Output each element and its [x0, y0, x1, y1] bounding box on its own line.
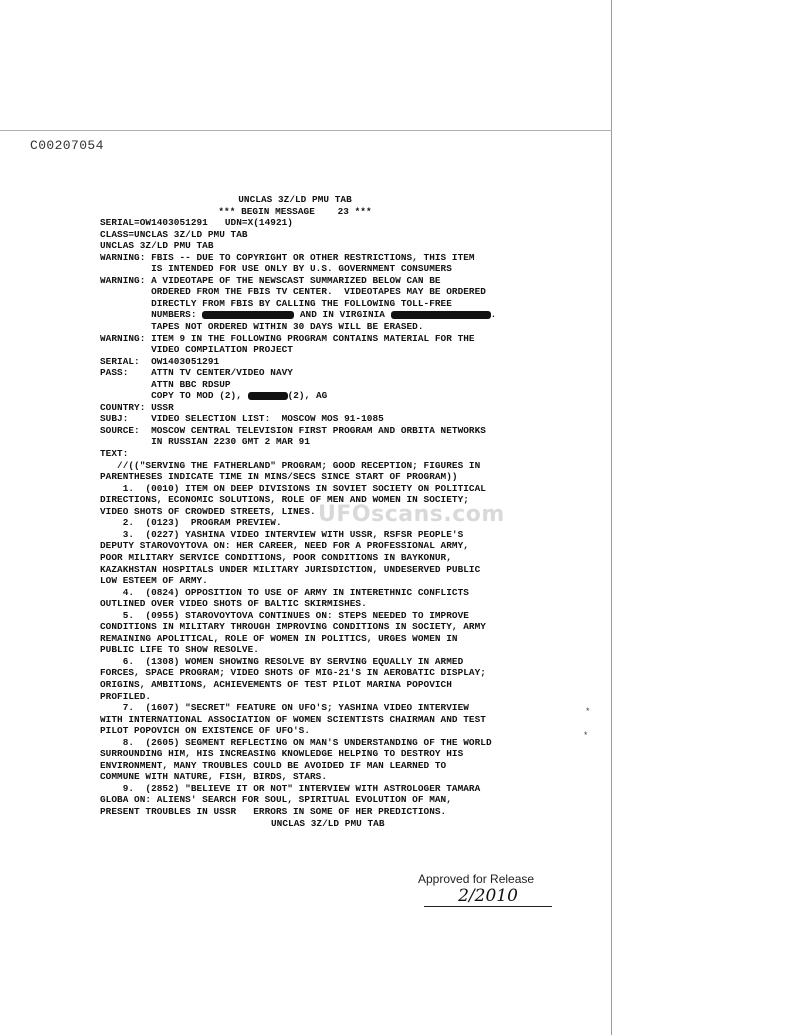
page-edge [611, 0, 612, 1035]
text-line: PARENTHESES INDICATE TIME IN MINS/SECS SINCE START OF PROGRAM)) [100, 471, 458, 483]
redaction-bar [202, 311, 294, 319]
text-line: VIDEO SHOTS OF CROWDED STREETS, LINES. [100, 505, 316, 517]
numbers-label: NUMBERS: [100, 309, 203, 321]
redaction-bar [391, 311, 491, 319]
text-line: DEPUTY STAROVOYTOVA ON: HER CAREER, NEED FOR A PROFESSIONAL ARMY, [100, 540, 469, 552]
watermark: UFOscans.com [318, 502, 505, 527]
source-line-1: SOURCE: MOSCOW CENTRAL TELEVISION FIRST PROGRAM AND ORBITA NETWORKS [100, 424, 486, 436]
document-id: C00207054 [30, 138, 104, 153]
pass-line-2: ATTN BBC RDSUP [100, 378, 231, 390]
text-line: ENVIRONMENT, MANY TROUBLES COULD BE AVOIDED IF MAN LEARNED TO [100, 759, 447, 771]
text-line: //(("SERVING THE FATHERLAND" PROGRAM; GOOD RECEPTION; FIGURES IN [100, 459, 481, 471]
warning-videotape-5: TAPES NOT ORDERED WITHIN 30 DAYS WILL BE ERASED. [100, 321, 424, 333]
text-line: KAZAKHSTAN HOSPITALS UNDER MILITARY JURISDICTION, UNDESERVED PUBLIC [100, 563, 481, 575]
warning-videotape-3: DIRECTLY FROM FBIS BY CALLING THE FOLLOWING TOLL-FREE [100, 297, 452, 309]
copy-to-label: COPY TO MOD (2), [100, 390, 248, 402]
source-line-2: IN RUSSIAN 2230 GMT 2 MAR 91 [100, 436, 311, 448]
text-line: LOW ESTEEM OF ARMY. [100, 575, 208, 587]
text-line: SURROUNDING HIM, HIS INCREASING KNOWLEDGE HELPING TO DESTROY HIS [100, 748, 464, 760]
text-line: CONDITIONS IN MILITARY THROUGH IMPROVING CONDITIONS IN SOCIETY, ARMY [100, 621, 486, 633]
country-line: COUNTRY: USSR [100, 401, 174, 413]
warning-videotape-2: ORDERED FROM THE FBIS TV CENTER. VIDEOTAPES MAY BE ORDERED [100, 286, 486, 298]
text-line: PUBLIC LIFE TO SHOW RESOLVE. [100, 644, 259, 656]
text-line: POOR MILITARY SERVICE CONDITIONS, POOR CONDITIONS IN BAYKONUR, [100, 551, 452, 563]
text-line: 1. (0010) ITEM ON DEEP DIVISIONS IN SOVIET SOCIETY ON POLITICAL [100, 482, 486, 494]
approval-date-handwritten: 2/2010 [424, 886, 552, 907]
text-line: REMAINING APOLITICAL, ROLE OF WOMEN IN POLITICS, URGES WOMEN IN [100, 632, 458, 644]
text-line: 8. (2605) SEGMENT REFLECTING ON MAN'S UNDERSTANDING OF THE WORLD [100, 736, 492, 748]
text-line: 5. (0955) STAROVOYTOVA CONTINUES ON: STEPS NEEDED TO IMPROVE [100, 609, 469, 621]
unclas-line: UNCLAS 3Z/LD PMU TAB [100, 240, 214, 252]
serial-line: SERIAL: OW1403051291 [100, 355, 220, 367]
approval-label: Approved for Release [418, 872, 535, 886]
text-line: 3. (0227) YASHINA VIDEO INTERVIEW WITH USSR, RSFSR PEOPLE'S [100, 528, 464, 540]
text-line: PRESENT TROUBLES IN USSR ERRORS IN SOME OF HER PREDICTIONS. [100, 805, 447, 817]
text-line: 7. (1607) "SECRET" FEATURE ON UFO'S; YASHINA VIDEO INTERVIEW [100, 702, 469, 714]
margin-mark: * [585, 707, 591, 717]
copy-to-end: (2), AG [287, 390, 328, 402]
serial-udn-line: SERIAL=OW1403051291 UDN=X(14921) [100, 217, 293, 229]
footer-classification: UNCLAS 3Z/LD PMU TAB [271, 817, 385, 829]
text-line: GLOBA ON: ALIENS' SEARCH FOR SOUL, SPIRITUAL EVOLUTION OF MAN, [100, 794, 452, 806]
text-line: ORIGINS, AMBITIONS, ACHIEVEMENTS OF TEST PILOT MARINA POPOVICH [100, 678, 452, 690]
redaction-bar [248, 392, 288, 400]
text-line: FORCES, SPACE PROGRAM; VIDEO SHOTS OF MIG-21'S IN AEROBATIC DISPLAY; [100, 667, 486, 679]
text-line: PILOT POPOVICH ON EXISTENCE OF UFO'S. [100, 725, 311, 737]
text-line: COMMUNE WITH NATURE, FISH, BIRDS, STARS. [100, 771, 328, 783]
class-line: CLASS=UNCLAS 3Z/LD PMU TAB [100, 228, 248, 240]
header-begin-message: *** BEGIN MESSAGE 23 *** [218, 205, 372, 217]
subject-line: SUBJ: VIDEO SELECTION LIST: MOSCOW MOS 91-1085 [100, 413, 384, 425]
warning-copyright-1: WARNING: FBIS -- DUE TO COPYRIGHT OR OTHER RESTRICTIONS, THIS ITEM [100, 251, 475, 263]
text-line: 9. (2852) "BELIEVE IT OR NOT" INTERVIEW WITH ASTROLOGER TAMARA [100, 782, 481, 794]
text-line: WITH INTERNATIONAL ASSOCIATION OF WOMEN SCIENTISTS CHAIRMAN AND TEST [100, 713, 486, 725]
header-classification: UNCLAS 3Z/LD PMU TAB [238, 194, 352, 205]
warning-videotape-1: WARNING: A VIDEOTAPE OF THE NEWSCAST SUMMARIZED BELOW CAN BE [100, 274, 441, 286]
warning-copyright-2: IS INTENDED FOR USE ONLY BY U.S. GOVERNMENT CONSUMERS [100, 263, 452, 275]
warning-item9-1: WARNING: ITEM 9 IN THE FOLLOWING PROGRAM CONTAINS MATERIAL FOR THE [100, 332, 475, 344]
text-line: 4. (0824) OPPOSITION TO USE OF ARMY IN INTERETHNIC CONFLICTS [100, 586, 469, 598]
virginia-label: AND IN VIRGINIA [294, 309, 391, 321]
text-line: DIRECTIONS, ECONOMIC SOLUTIONS, ROLE OF MEN AND WOMEN IN SOCIETY; [100, 494, 469, 506]
text-label: TEXT: [100, 448, 129, 460]
scan-top-edge [0, 130, 612, 131]
numbers-end: . [490, 309, 497, 321]
warning-videotape-numbers [100, 309, 590, 321]
text-line: 6. (1308) WOMEN SHOWING RESOLVE BY SERVING EQUALLY IN ARMED [100, 655, 464, 667]
text-line: OUTLINED OVER VIDEO SHOTS OF BALTIC SKIRMISHES. [100, 598, 367, 610]
pass-line-3 [100, 390, 590, 402]
text-line: PROFILED. [100, 690, 152, 702]
text-line: 2. (0123) PROGRAM PREVIEW. [100, 517, 282, 529]
pass-line-1: PASS: ATTN TV CENTER/VIDEO NAVY [100, 367, 293, 379]
margin-mark: * [583, 731, 589, 741]
warning-item9-2: VIDEO COMPILATION PROJECT [100, 344, 293, 356]
